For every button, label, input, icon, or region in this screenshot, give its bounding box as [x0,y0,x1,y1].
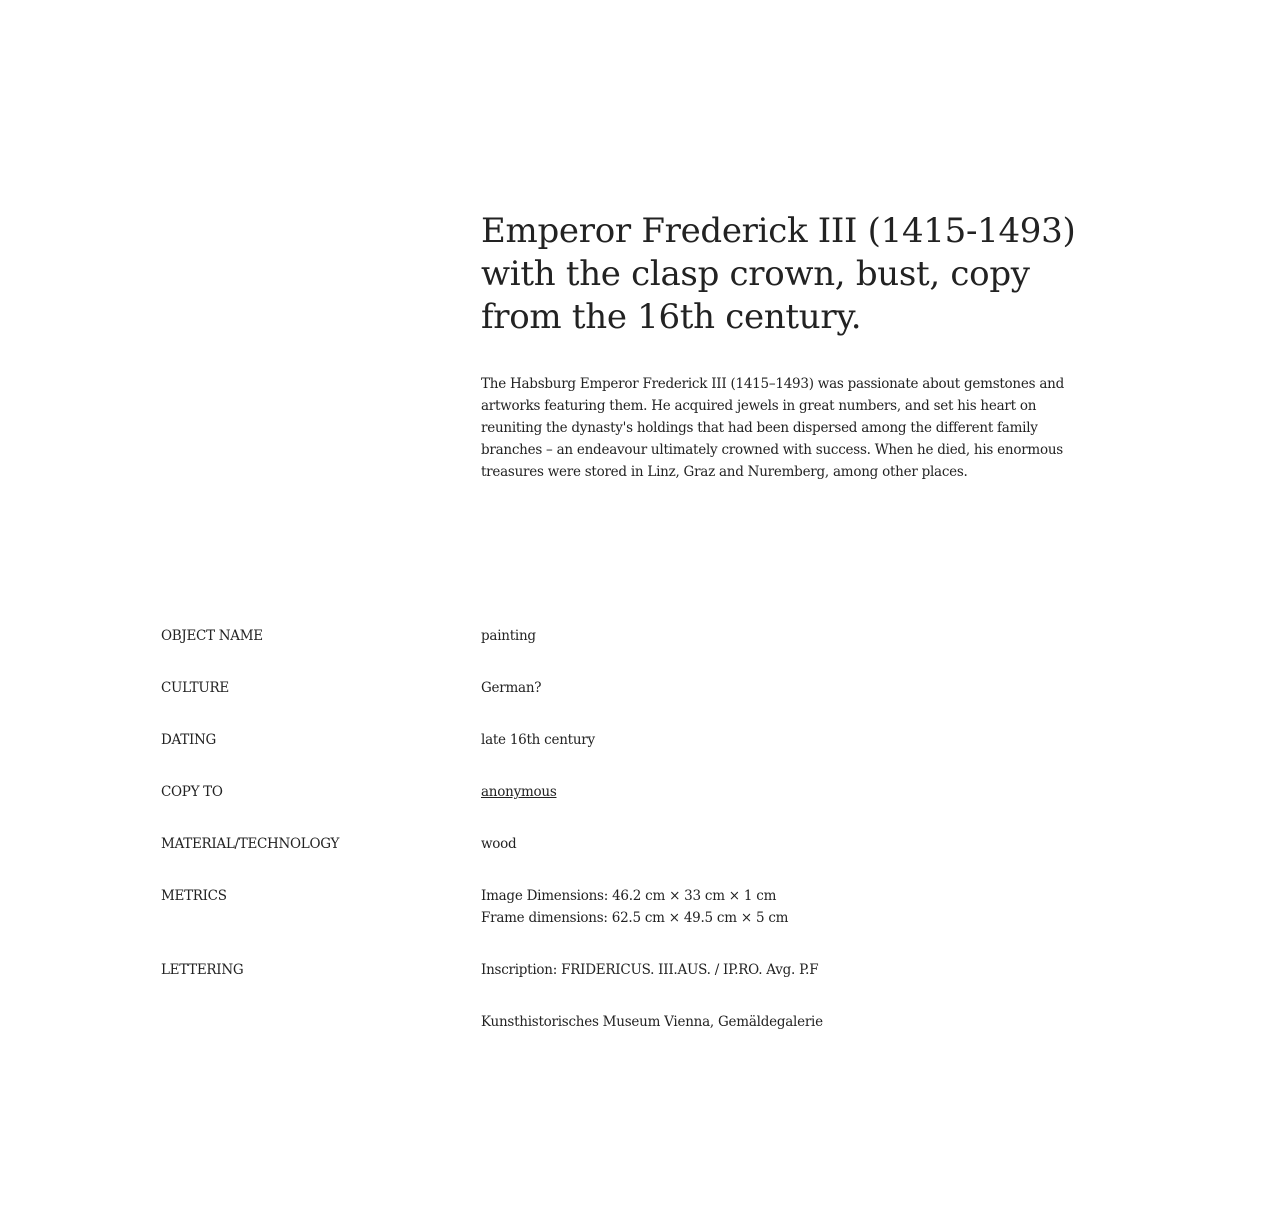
artwork-details [161,625,1121,1063]
dating-value: late 16th century [481,732,595,748]
artwork-intro [481,210,1091,483]
credit-line: Kunsthistorisches Museum Vienna, Gemäldegalerie [481,1014,823,1030]
copy-to-label: COPY TO [161,784,223,800]
detail-row-culture [161,677,1121,699]
artwork-title: Emperor Frederick III (1415-1493) with the clasp crown, bust, copy from the 16th century. [481,211,1076,337]
detail-row-lettering [161,959,1121,981]
detail-row-credit [161,1011,1121,1033]
image-dimensions: Image Dimensions: 46.2 cm × 33 cm × 1 cm [481,888,777,904]
detail-row-object-name [161,625,1121,647]
detail-row-dating [161,729,1121,751]
lettering-value: Inscription: FRIDERICUS. III.AUS. / IP.RO. Avg. P.F [481,962,819,978]
copy-to-artist-link[interactable]: anonymous [481,784,557,800]
culture-value: German? [481,680,542,696]
metrics-value [481,885,1121,929]
object-name-label: OBJECT NAME [161,628,263,644]
material-value: wood [481,836,517,852]
material-label: MATERIAL/TECHNOLOGY [161,836,340,852]
copy-to-value [481,781,1121,803]
metrics-label: METRICS [161,888,227,904]
lettering-label: LETTERING [161,962,244,978]
detail-row-metrics [161,885,1121,929]
dating-label: DATING [161,732,216,748]
artwork-description: The Habsburg Emperor Frederick III (1415–1493) was passionate about gemstones and artworks featuring them. He acquired jewels in great numbers, and set his heart on reuniting the dynasty's holdings that had been dispersed among the different family branches – an endeavour ultimately crowned with success. When he died, his enormous treasures were stored in Linz, Graz and Nuremberg, among other places. [481,376,1064,480]
culture-label: CULTURE [161,680,229,696]
object-name-value: painting [481,628,536,644]
frame-dimensions: Frame dimensions: 62.5 cm × 49.5 cm × 5 cm [481,910,789,926]
detail-row-material [161,833,1121,855]
detail-row-copy-to [161,781,1121,803]
